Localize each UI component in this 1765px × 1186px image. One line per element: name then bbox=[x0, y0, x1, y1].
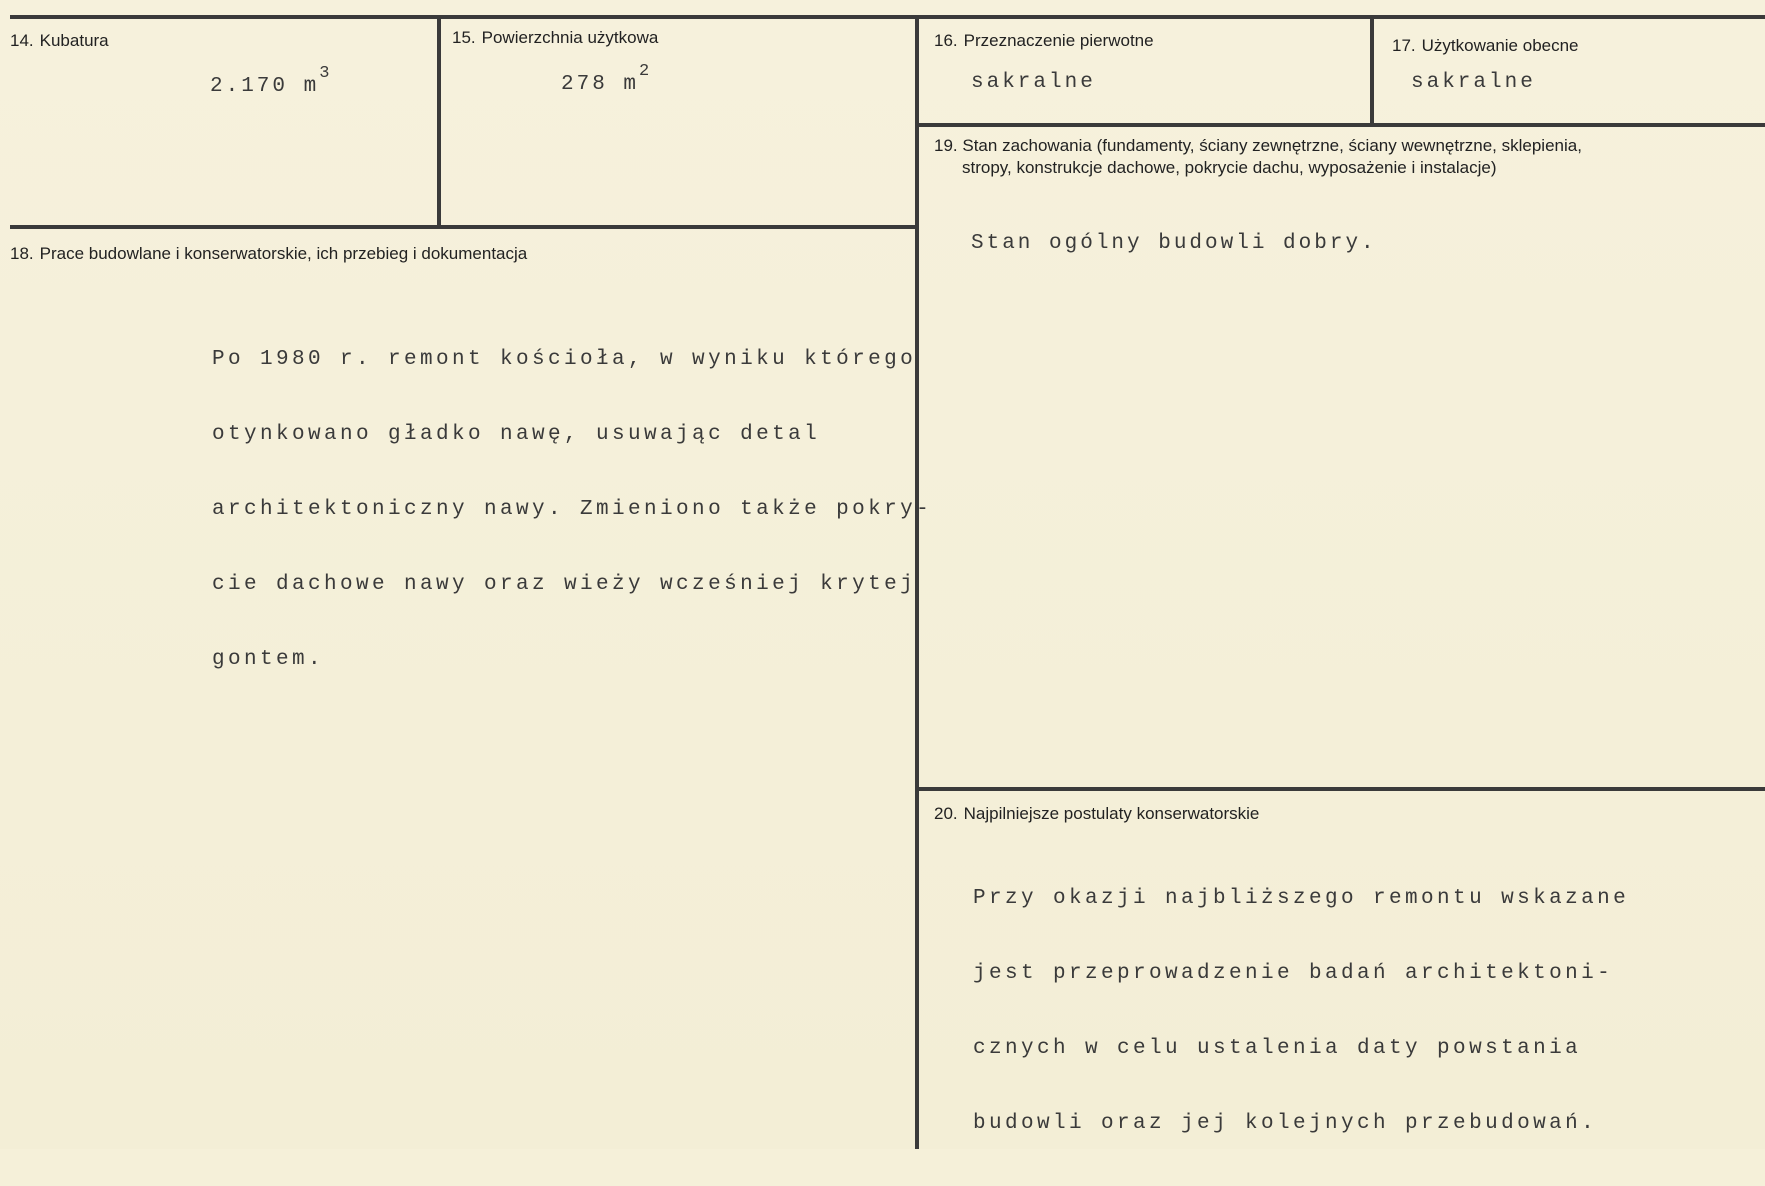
field-18-title: Prace budowlane i konserwatorskie, ich przebieg i dokumentacja bbox=[39, 244, 528, 263]
field-20-number: 20. bbox=[934, 804, 958, 823]
field-15-label bbox=[452, 28, 658, 48]
field-19-number: 19. bbox=[934, 136, 958, 155]
field-14-label bbox=[10, 31, 109, 51]
field-16-label bbox=[934, 31, 1154, 51]
field-14-exponent: 3 bbox=[319, 64, 330, 83]
field-18-line: gontem. bbox=[212, 648, 325, 671]
divider-14-15 bbox=[437, 15, 441, 225]
field-15-value-text: 278 m bbox=[561, 73, 640, 96]
field-15-value bbox=[561, 62, 650, 96]
field-20-label bbox=[934, 804, 1259, 824]
rule-above-20 bbox=[917, 787, 1765, 791]
field-16-title: Przeznaczenie pierwotne bbox=[963, 31, 1154, 50]
field-19-label bbox=[934, 135, 1754, 179]
field-20-line: Przy okazji najbliższego remontu wskazane bbox=[973, 887, 1630, 910]
field-17-value: sakralne bbox=[1411, 71, 1536, 94]
rule-under-14-15 bbox=[10, 225, 917, 229]
divider-16-17 bbox=[1370, 17, 1374, 125]
field-18-line: cie dachowe nawy oraz wieży wcześniej krytej bbox=[212, 573, 917, 596]
field-19-title-line2: stropy, konstrukcje dachowe, pokrycie dachu, wyposażenie i instalacje) bbox=[962, 158, 1497, 177]
rule-under-16-17 bbox=[917, 123, 1765, 127]
field-17-number: 17. bbox=[1392, 36, 1416, 55]
field-14-title: Kubatura bbox=[39, 31, 109, 50]
field-17-label bbox=[1392, 36, 1579, 56]
field-18-number: 18. bbox=[10, 244, 34, 263]
field-20-line: jest przeprowadzenie badań architektoni- bbox=[973, 962, 1614, 985]
field-19-value: Stan ogólny budowli dobry. bbox=[971, 232, 1377, 255]
field-15-number: 15. bbox=[452, 28, 476, 47]
field-20-line: budowli oraz jej kolejnych przebudowań. bbox=[973, 1112, 1598, 1135]
field-16-value: sakralne bbox=[971, 71, 1096, 94]
field-15-title: Powierzchnia użytkowa bbox=[481, 28, 659, 47]
field-18-text bbox=[212, 297, 932, 722]
field-14-value-text: 2.170 m bbox=[210, 75, 320, 98]
field-20-text bbox=[973, 836, 1629, 1186]
field-15-exponent: 2 bbox=[639, 62, 650, 81]
field-18-line: otynkowano gładko nawę, usuwając detal bbox=[212, 423, 821, 446]
field-18-label bbox=[10, 244, 527, 264]
field-17-title: Użytkowanie obecne bbox=[1421, 36, 1579, 55]
field-18-line: architektoniczny nawy. Zmieniono także pokry- bbox=[212, 498, 933, 521]
field-20-line: cznych w celu ustalenia daty powstania bbox=[973, 1037, 1582, 1060]
field-14-number: 14. bbox=[10, 31, 34, 50]
field-19-title-line1: Stan zachowania (fundamenty, ściany zewnętrzne, ściany wewnętrzne, sklepienia, bbox=[962, 136, 1582, 155]
top-rule bbox=[10, 15, 1765, 19]
field-14-value bbox=[210, 64, 330, 98]
field-20-title: Najpilniejsze postulaty konserwatorskie bbox=[963, 804, 1260, 823]
field-16-number: 16. bbox=[934, 31, 958, 50]
field-18-line: Po 1980 r. remont kościoła, w wyniku którego bbox=[212, 348, 917, 371]
